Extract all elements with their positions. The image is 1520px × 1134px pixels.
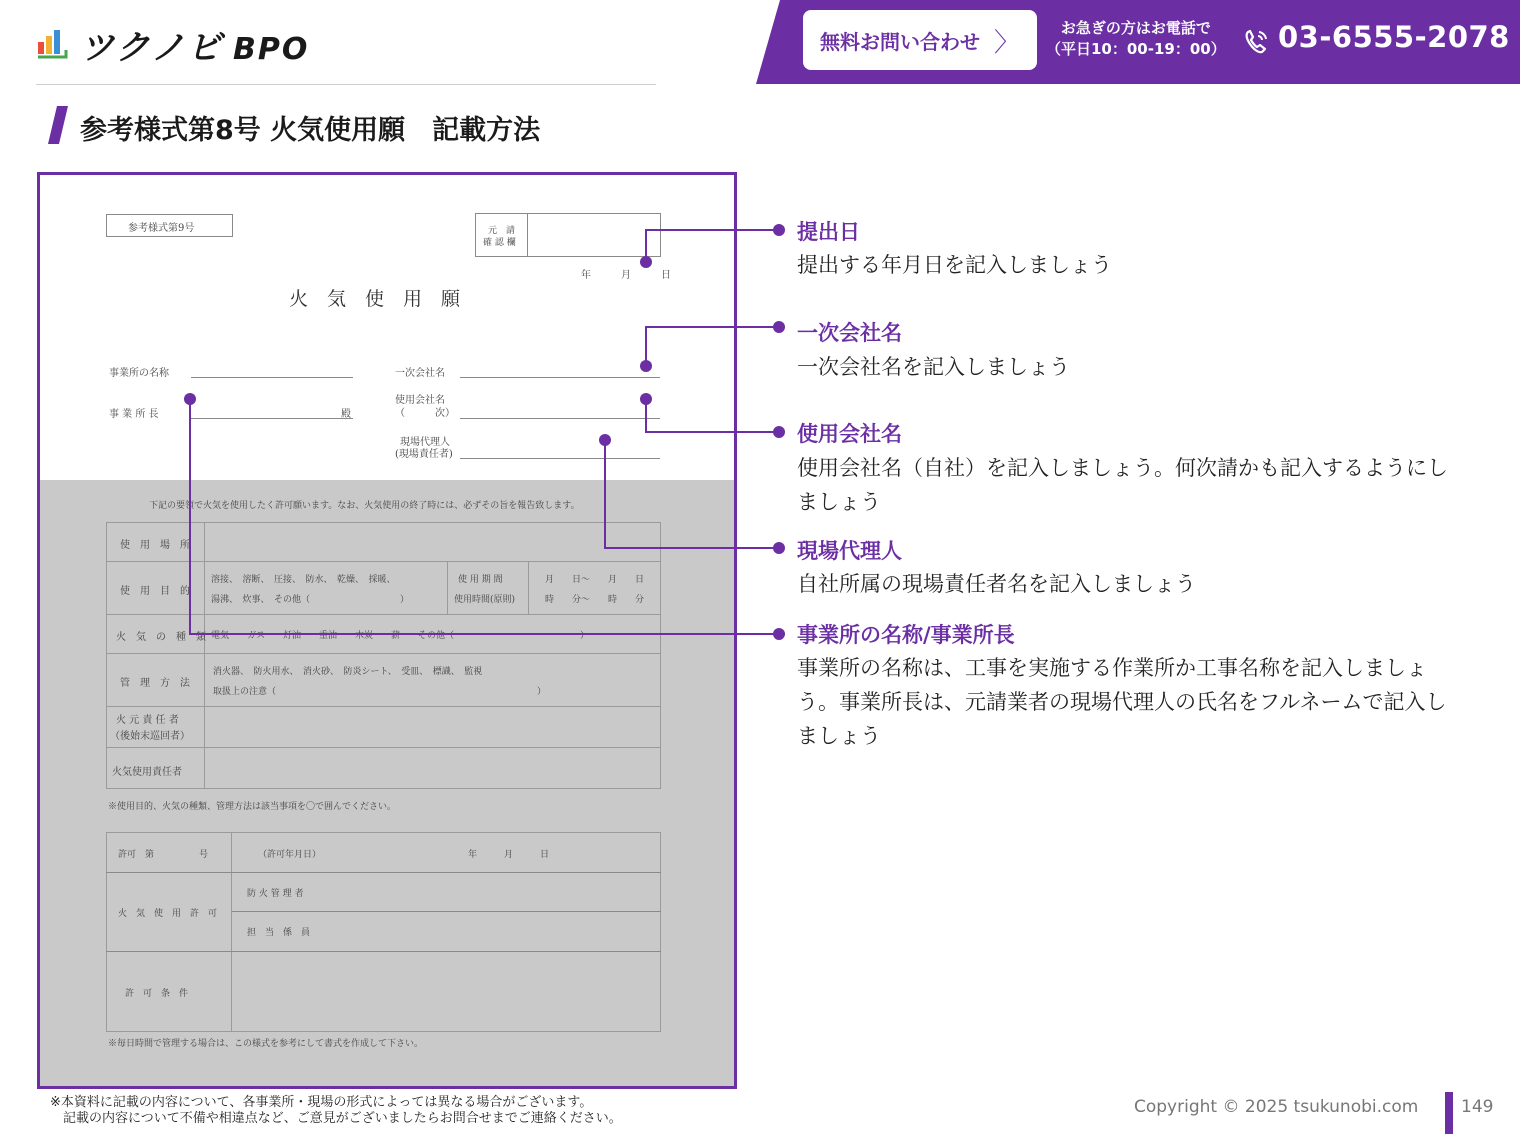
marker-dot-site-agent	[599, 434, 611, 446]
annotation-bullet	[773, 542, 785, 554]
marker-dot-user-company	[640, 393, 652, 405]
annotation-desc-user-company: 使用会社名（自社）を記入しましょう。何次請かも記入するようにしましょう	[797, 456, 1448, 514]
fire-use-application-form: 参考様式第9号 元 請 確 認 欄 年 月 日 火 気 使 用 願 事業所の名称 事 業 所 長 殿 一次会社名 使用会社名 （ 次） 現場代理人 (現場責任者) 下記の要領で火気を使用したく許可願います。なお、火気使用の終了時には、必ずその旨を報告致します。 使 用 場 所 使 用 目 的 溶接、 溶断、 圧接、 防水、 乾燥、 採暖、 湯沸、 炊事、 その他（ ） 使 用 期 間 使用時間(原則) 月 日〜 月 日 時 分〜 時 分 火 気 の 種 類 電気 ガス 灯油 重油 木炭 薪 その他（ ） 管 理 方 法 消火器、 防火用水、 消火砂、 防炎シート、 受皿、 標識、 監視 取扱上の注意（ ） 火 元 責 任 者 （後始末巡回者） 火気使用責任者 ※使用目的、火気の種類、管理方法は該当事項を〇で囲んでください。 許可 第 号 （許可年月日） 年 月 日 火 気 使 用 許 可 防 火 管 理 者 担 当 係 員 許 可 条 件 ※毎日時間で管理する場合は、この様式を参考にして書式を作成して下さい。	[37, 172, 737, 1089]
annotation-bullet	[773, 426, 785, 438]
annotation-desc-office: 事業所の名称は、工事を実施する作業所か工事名称を記入しましょう。事業所長は、元請業者の現場代理人の氏名をフルネームで記入しましょう	[797, 656, 1447, 748]
annotation-desc-submission-date: 提出する年月日を記入しましょう	[797, 253, 1112, 277]
annotation-title-site-agent: 現場代理人	[797, 539, 902, 563]
annotation-desc-site-agent: 自社所属の現場責任者名を記入しましょう	[797, 572, 1196, 596]
inquiry-button-label: 無料お問い合わせ	[819, 29, 980, 54]
page-number-bar	[1445, 1092, 1453, 1134]
form-intro: 下記の要領で火気を使用したく許可願います。なお、火気使用の終了時には、必ずその旨を報告致します。	[149, 501, 580, 511]
phone-hours-note: お急ぎの方はお電話で （平日10：00-19：00）	[1046, 19, 1226, 58]
annotation-title-primary-company: 一次会社名	[797, 321, 902, 345]
annotation-title-office: 事業所の名称/事業所長	[797, 623, 1015, 647]
page-number: 149	[1461, 1097, 1494, 1117]
annotation-bullet	[773, 628, 785, 640]
annotation-title-user-company: 使用会社名	[797, 422, 902, 446]
phone-number-link[interactable]: 03-6555-2078	[1278, 20, 1510, 54]
annotation-title-submission-date: 提出日	[797, 220, 860, 244]
marker-dot-office	[184, 393, 196, 405]
marker-dot-submission-date	[640, 256, 652, 268]
form-date-label: 年 月 日	[581, 270, 671, 281]
form-number: 参考様式第9号	[128, 223, 195, 234]
page-title: 参考様式第8号 火気使用願 記載方法	[80, 115, 541, 146]
form-title: 火 気 使 用 願	[289, 288, 461, 310]
annotation-bullet	[773, 224, 785, 236]
annotation-bullet	[773, 321, 785, 333]
copyright: Copyright © 2025 tsukunobi.com	[1134, 1097, 1419, 1117]
logo-wordmark: ツクノビ BPO	[80, 28, 310, 68]
footer-disclaimer: ※本資料に記載の内容について、各事業所・現場の形式によっては異なる場合がございます。 記載の内容について不備や相違点など、ご意見がございましたらお問合せまでご連絡ください。	[50, 1095, 622, 1126]
chevron-right-icon: 〉	[993, 27, 1020, 58]
marker-dot-primary-company	[640, 360, 652, 372]
annotation-desc-primary-company: 一次会社名を記入しましょう	[797, 355, 1070, 379]
